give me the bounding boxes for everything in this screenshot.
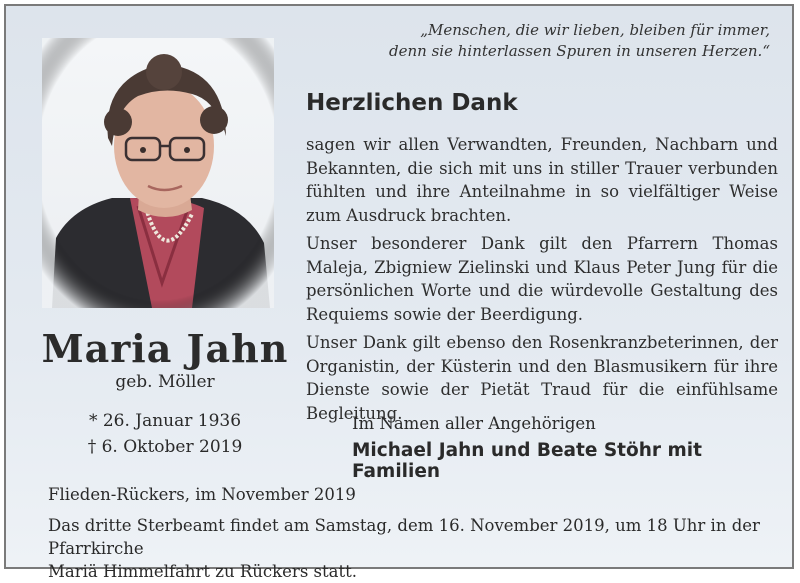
thanks-paragraph: Unser Dank gilt ebenso den Rosenkranzbeterinnen, der Organistin, der Küsterin und den Blasmusikern für ihre Dienste sowie der Pietät Traud für die einfühlsame Begleitung.	[306, 333, 778, 423]
birth-name: geb. Möller	[115, 372, 215, 392]
mass-notice-line-1: Das dritte Sterbeamt findet am Samstag, dem 16. November 2019, um 18 Uhr in der Pfarrkirche	[48, 516, 760, 558]
portrait-photo	[42, 38, 274, 308]
quote-line-1: „Menschen, die wir lieben, bleiben für immer,	[420, 21, 770, 39]
signature-intro: Im Namen aller Angehörigen	[352, 414, 596, 433]
life-dates	[26, 408, 304, 460]
thanks-paragraph: Unser besonderer Dank gilt den Pfarrern Thomas Maleja, Zbigniew Zielinski und Klaus Peter Jung für die persönlichen Worte und die würdevolle Gestaltung des Requiems sowie der Beerdigung.	[306, 234, 778, 324]
obituary-card	[4, 4, 794, 581]
place-date: Flieden-Rückers, im November 2019	[48, 485, 356, 504]
mass-notice-line-2: Mariä Himmelfahrt zu Rückers statt.	[48, 562, 357, 581]
thanks-text	[306, 133, 778, 430]
memorial-quote	[389, 20, 770, 62]
thanks-heading: Herzlichen Dank	[306, 90, 518, 116]
quote-line-2: denn sie hinterlassen Spuren in unseren Herzen.“	[389, 42, 770, 60]
portrait-illustration	[42, 38, 274, 308]
mass-notice	[48, 514, 788, 583]
thanks-paragraph: sagen wir allen Verwandten, Freunden, Nachbarn und Bekannten, die sich mit uns in stiller Trauer verbunden fühlten und ihre Anteilnahme in so vielfältiger Weise zum Ausdruck brachten.	[306, 135, 778, 225]
signature-names: Michael Jahn und Beate Stöhr mit Familien	[352, 440, 702, 482]
birth-date: * 26. Januar 1936	[88, 411, 242, 431]
death-date: † 6. Oktober 2019	[87, 437, 243, 457]
deceased-name: Maria Jahn	[41, 326, 289, 371]
